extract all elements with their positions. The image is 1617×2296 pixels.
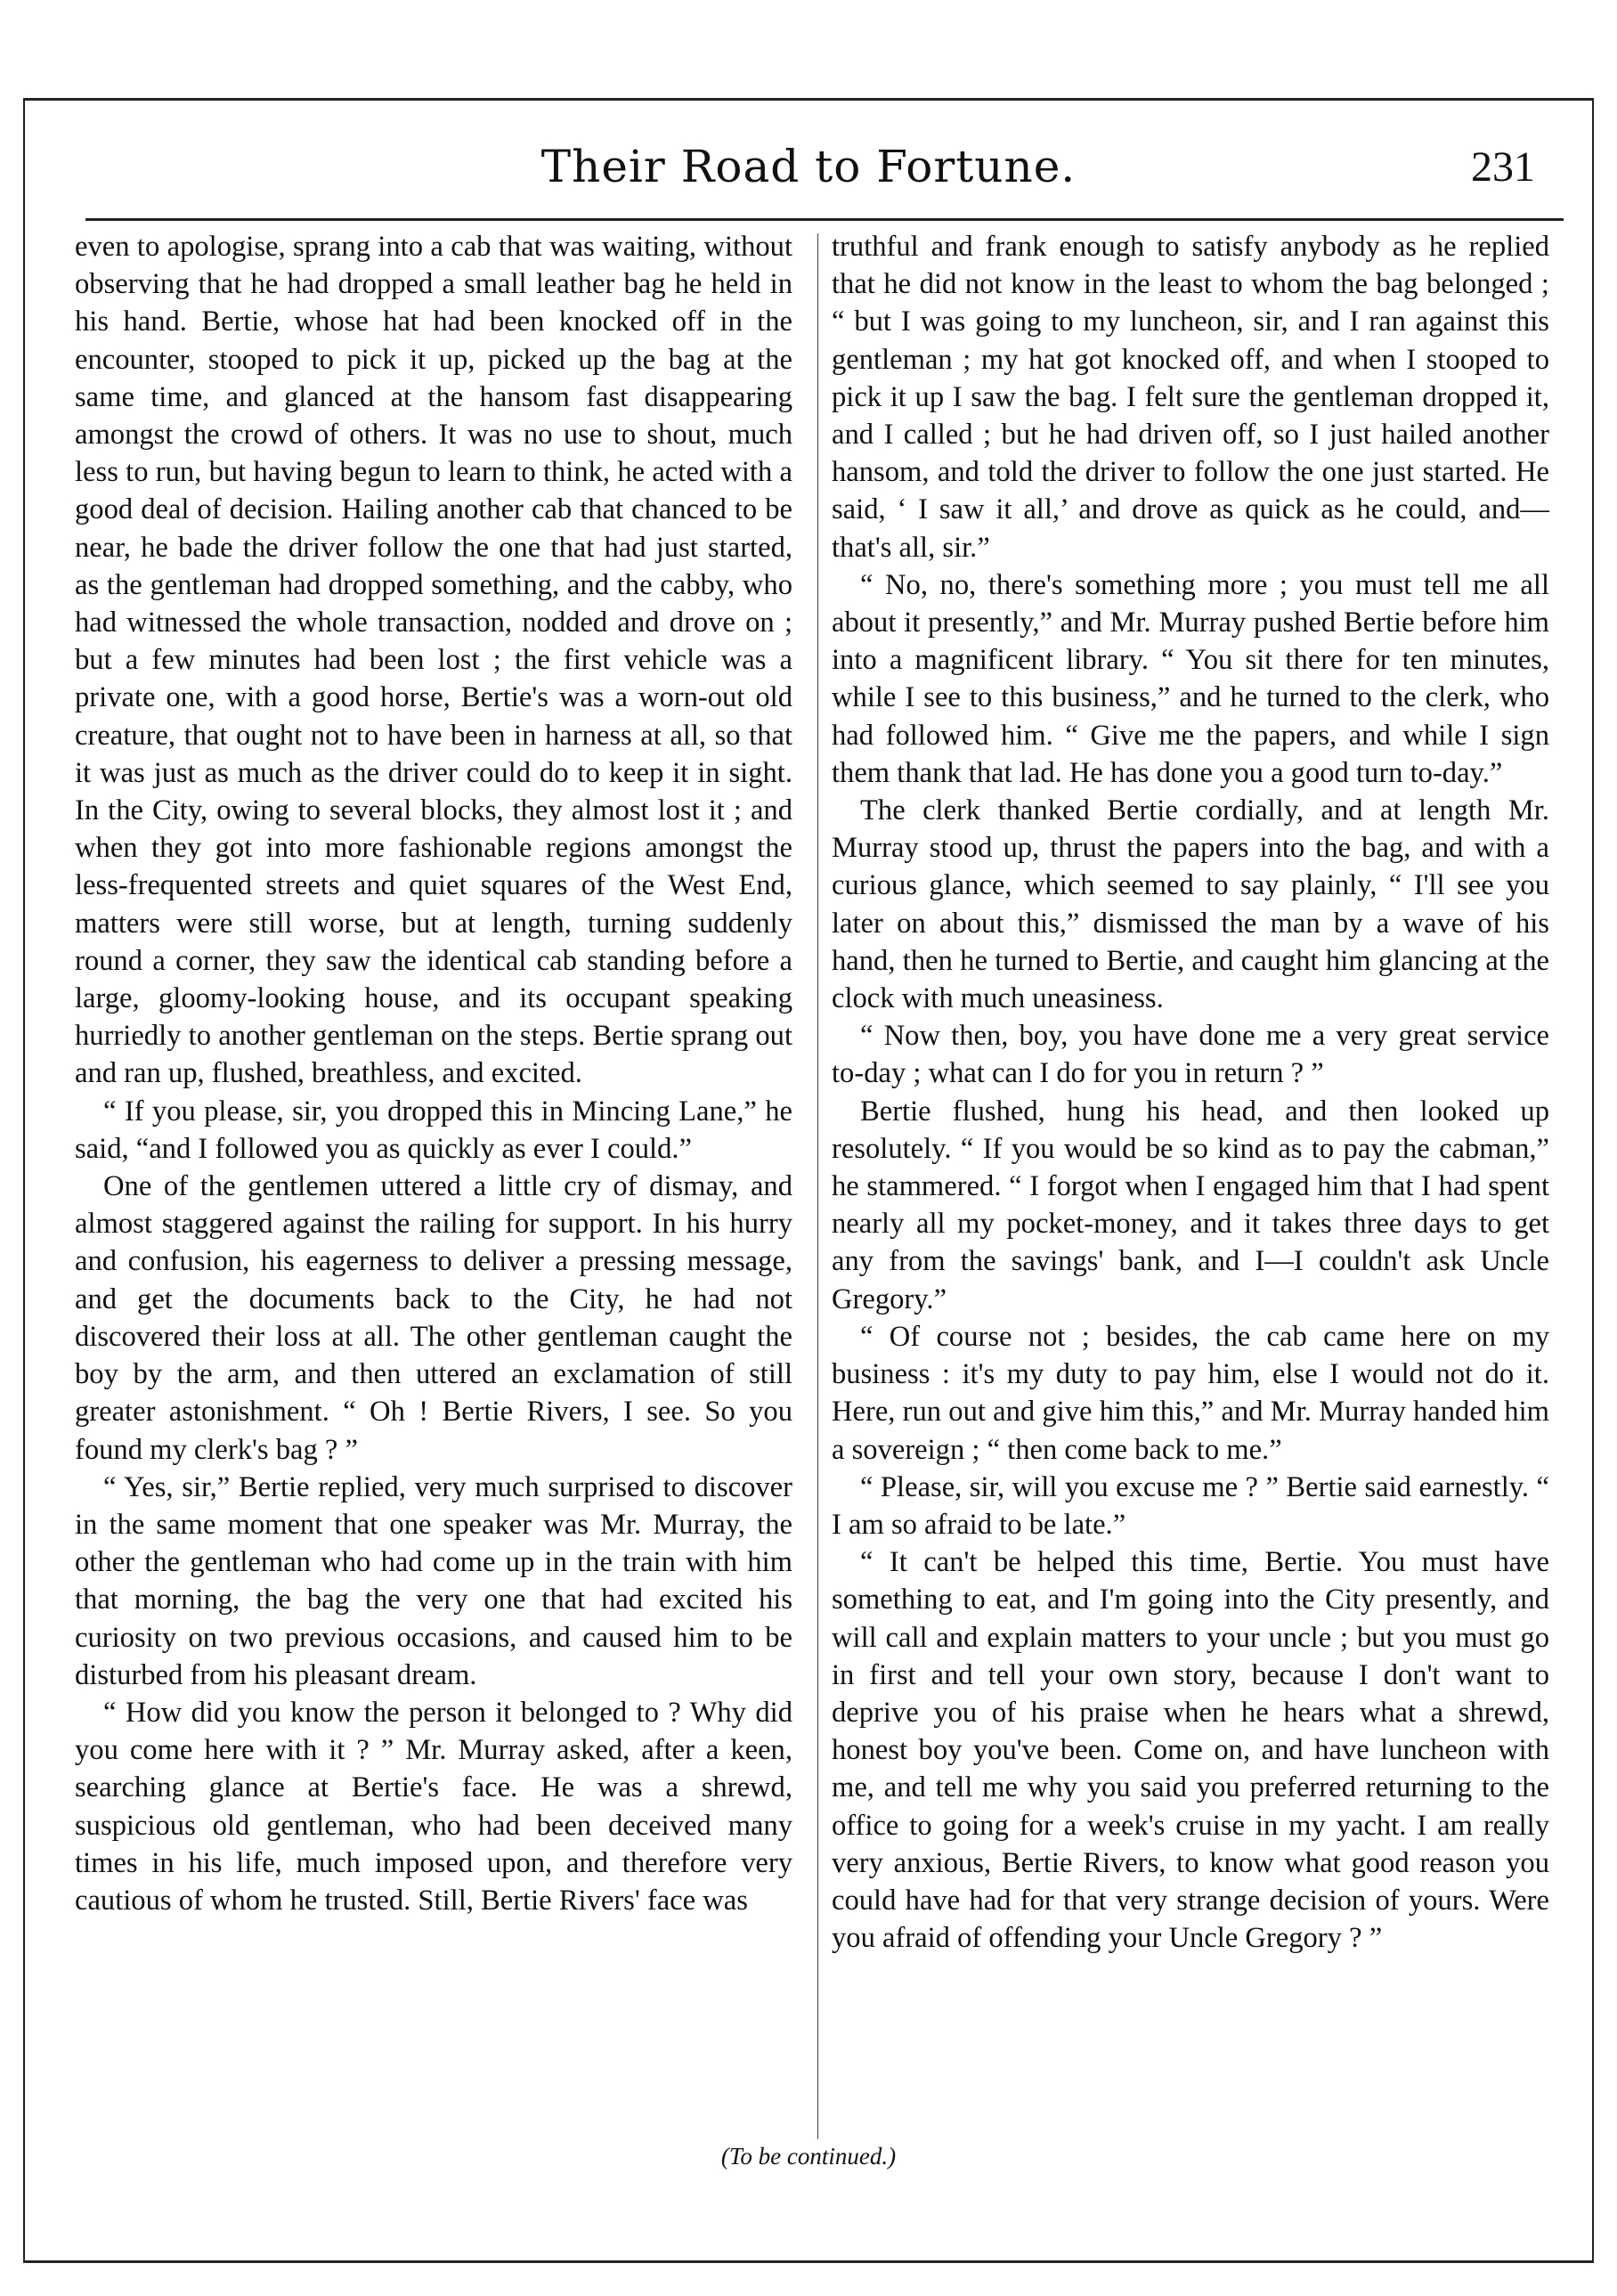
paragraph: Bertie flushed, hung his head, and then looked up resolutely. “ If you would be so kind as to pay the cabman,” he stammered. “ I forgot when I engaged him that I had spent nearly all my pocket-money, and it takes three days to get any from the savings' bank, and I—I couldn't ask Uncle Gregory.” (832, 1095, 1549, 1315)
bottom-border-rule (23, 2260, 1594, 2263)
left-border-rule (23, 98, 25, 2262)
top-border-rule (23, 98, 1594, 101)
paragraph: “ It can't be helped this time, Bertie. You must have something to eat, and I'm going into the City presently, and will call and explain matters to your uncle ; but you must go in first and tell your own story, because I don't want to deprive you of his praise when he hears what a shrewd, honest boy you've been. Come on, and have luncheon with me, and tell me why you said you preferred returning to the office to going for a week's cruise in my yacht. I am really very anxious, Bertie Rivers, to know what good reason you could have had for that very strange decision of yours. Were you afraid of offending your Uncle Gregory ? ” (832, 1546, 1549, 1955)
page-title: Their Road to Fortune. (540, 141, 1077, 192)
paragraph: “ If you please, sir, you dropped this in Mincing Lane,” he said, “and I followed you as quickly as ever I could.” (75, 1095, 792, 1165)
left-column (75, 228, 792, 1919)
paragraph: “ No, no, there's something more ; you must tell me all about it presently,” and Mr. Murray pushed Bertie before him into a magnificent library. “ You sit there for ten minutes, while I see to this business,” and he turned to the clerk, who had followed him. “ Give me the papers, and while I sign them thank that lad. He has done you a good turn to-day.” (832, 568, 1549, 789)
paragraph: “ Yes, sir,” Bertie replied, very much surprised to discover in the same moment that one speaker was Mr. Murray, the other the gentleman who had come up in the train with him that morning, the bag the very one that had excited his curiosity on two previous occasions, and caused him to be disturbed from his pleasant dream. (75, 1470, 792, 1691)
column-divider (817, 233, 818, 2139)
paragraph: even to apologise, sprang into a cab that was waiting, without observing that he had dropped a small leather bag he held in his hand. Bertie, whose hat had been knocked off in the encounter, stooped to pick it up, picked up the bag at the same time, and glanced at the hansom fast disappearing amongst the crowd of others. It was no use to shout, much less to run, but having begun to learn to think, he acted with a good deal of decision. Hailing another cab that chanced to be near, he bade the driver follow the one that had just started, as the gentleman had dropped something, and the cabby, who had witnessed the whole transaction, nodded and drove on ; but a few minutes had been lost ; the first vehicle was a private one, with a good horse, Bertie's was a worn-out old creature, that ought not to have been in harness at all, so that it was just as much as the driver could do to keep it in sight. In the City, owing to several blocks, they almost lost it ; and when they got into more fashionable regions amongst the less-frequented streets and quiet squares of the West End, matters were still worse, but at length, turning suddenly round a corner, they saw the identical cab standing before a large, gloomy-looking house, and its occupant speaking hurriedly to another gentleman on the steps. Bertie sprang out and ran up, flushed, breathless, and excited. (75, 231, 792, 1090)
paragraph: “ How did you know the person it belonged to ? Why did you come here with it ? ” Mr. Murray asked, after a keen, searching glance at Bertie's face. He was a shrewd, suspicious old gentleman, who had been deceived many times in his life, much imposed upon, and therefore very cautious of whom he trusted. Still, Bertie Rivers' face was (75, 1696, 792, 1917)
paragraph: “ Please, sir, will you excuse me ? ” Bertie said earnestly. “ I am so afraid to be late.” (832, 1470, 1549, 1541)
right-column (832, 228, 1549, 1957)
paragraph: The clerk thanked Bertie cordially, and at length Mr. Murray stood up, thrust the papers into the bag, and with a curious glance, which seemed to say plainly, “ I'll see you later on about this,” dismissed the man by a wave of his hand, then he turned to Bertie, and caught him glancing at the clock with much uneasiness. (832, 794, 1549, 1015)
to-be-continued-note: (To be continued.) (720, 2143, 897, 2170)
page-number: 231 (1471, 143, 1535, 191)
paragraph: “ Of course not ; besides, the cab came here on my business : it's my duty to pay him, else I would not do it. Here, run out and give him this,” and Mr. Murray handed him a sovereign ; “ then come back to me.” (832, 1320, 1549, 1466)
header-rule (85, 218, 1564, 221)
paragraph: One of the gentlemen uttered a little cry of dismay, and almost staggered against the railing for support. In his hurry and confusion, his eagerness to deliver a pressing message, and get the documents back to the City, he had not discovered their loss at all. The other gentleman caught the boy by the arm, and then uttered an exclamation of still greater astonishment. “ Oh ! Bertie Rivers, I see. So you found my clerk's bag ? ” (75, 1170, 792, 1466)
paragraph: “ Now then, boy, you have done me a very great service to-day ; what can I do for you in return ? ” (832, 1020, 1549, 1090)
right-border-rule (1592, 98, 1594, 2262)
paragraph: truthful and frank enough to satisfy anybody as he replied that he did not know in the least to whom the bag belonged ; “ but I was going to my luncheon, sir, and I ran against this gentleman ; my hat got knocked off, and when I stooped to pick it up I saw the bag. I felt sure the gentleman dropped it, and I called ; but he had driven off, so I just hailed another hansom, and told the driver to follow the one just started. He said, ‘ I saw it all,’ and drove as quick as he could, and— that's all, sir.” (832, 231, 1549, 564)
